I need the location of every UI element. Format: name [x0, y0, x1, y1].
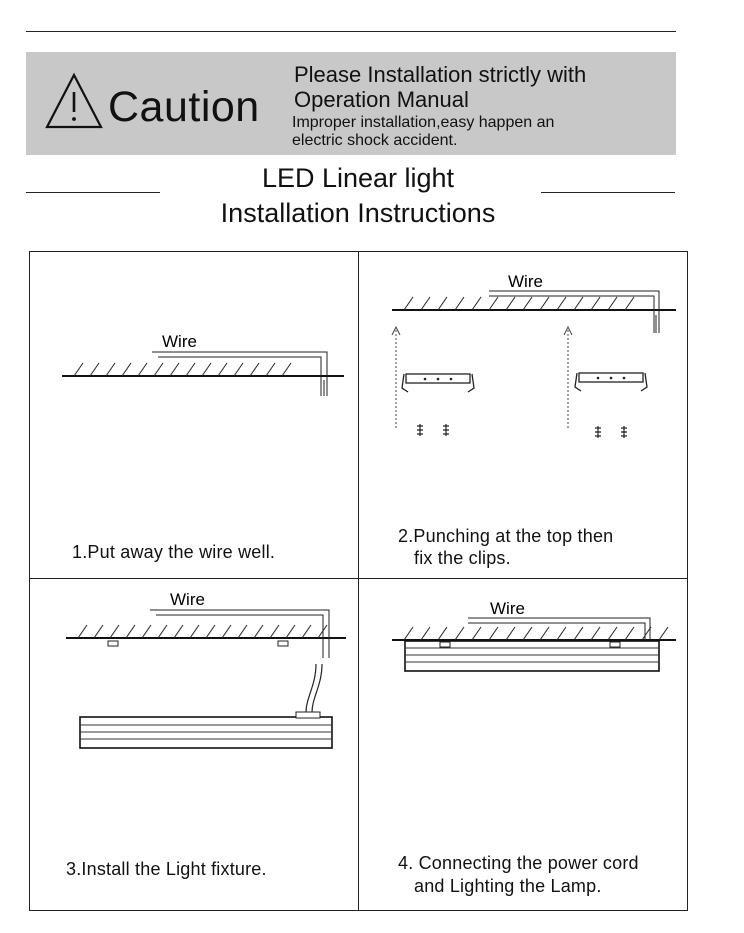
hatch-mark [106, 363, 115, 376]
hatch-mark [455, 297, 464, 310]
hatch-mark [142, 625, 151, 638]
step4-wire-label: Wire [490, 599, 525, 618]
step2-wire-inner [489, 296, 654, 333]
step3-ceiling-hatch [78, 625, 327, 638]
hatch-mark [190, 625, 199, 638]
hatch-mark [404, 627, 413, 640]
hatch-mark [110, 625, 119, 638]
step4-caption-line1: 4. Connecting the power cord [398, 853, 639, 873]
step2-ceiling-hatch [404, 297, 634, 310]
mounting-clip-right [575, 373, 647, 391]
hatch-mark [270, 625, 279, 638]
hatch-mark [122, 363, 131, 376]
step4-ceiling-hatch [404, 627, 668, 640]
step1-caption: 1.Put away the wire well. [72, 542, 276, 562]
hatch-mark [126, 625, 135, 638]
hatch-mark [282, 363, 291, 376]
step4-diagram [392, 599, 676, 671]
page-title-line1: LED Linear light [261, 163, 455, 193]
mounting-clip-left [402, 374, 474, 392]
hatch-mark [94, 625, 103, 638]
hatch-mark [404, 297, 413, 310]
hatch-mark [625, 297, 634, 310]
step2-diagram [392, 272, 676, 438]
hatch-mark [138, 363, 147, 376]
hatch-mark [472, 627, 481, 640]
hatch-mark [608, 297, 617, 310]
hatch-mark [74, 363, 83, 376]
hatch-mark [489, 627, 498, 640]
hatch-mark [506, 627, 515, 640]
hatch-mark [557, 297, 566, 310]
hatch-mark [266, 363, 275, 376]
step2-wire-label: Wire [508, 272, 543, 291]
hatch-mark [421, 627, 430, 640]
hatch-mark [540, 297, 549, 310]
mounted-light-fixture [405, 641, 659, 671]
hatch-mark [421, 297, 430, 310]
hatch-mark [506, 297, 515, 310]
step2-caption-line2: fix the clips. [414, 548, 511, 568]
hatch-mark [574, 297, 583, 310]
hatch-mark [238, 625, 247, 638]
hatch-mark [234, 363, 243, 376]
hatch-mark [174, 625, 183, 638]
hatch-mark [540, 627, 549, 640]
screw-icon [417, 424, 627, 438]
hatch-mark [523, 297, 532, 310]
hatch-mark [455, 627, 464, 640]
hatch-mark [218, 363, 227, 376]
hatch-mark [186, 363, 195, 376]
step3-wire-label: Wire [170, 590, 205, 609]
hatch-mark [250, 363, 259, 376]
step3-diagram [66, 590, 346, 748]
step3-caption: 3.Install the Light fixture. [66, 859, 267, 879]
caution-headline-line1: Please Installation strictly with [294, 62, 587, 87]
hatch-mark [206, 625, 215, 638]
hatch-mark [286, 625, 295, 638]
step1-ceiling-hatch [74, 363, 291, 376]
hatch-mark [608, 627, 617, 640]
hatch-mark [154, 363, 163, 376]
step1-diagram [62, 332, 344, 396]
hatch-mark [523, 627, 532, 640]
hatch-mark [170, 363, 179, 376]
hatch-mark [222, 625, 231, 638]
hatch-mark [659, 627, 668, 640]
hatch-mark [625, 627, 634, 640]
step1-wire-label: Wire [162, 332, 197, 351]
hatch-mark [438, 627, 447, 640]
caution-headline-line2: Operation Manual [294, 87, 469, 112]
step4-caption-line2: and Lighting the Lamp. [414, 876, 602, 896]
step2-caption-line1: 2.Punching at the top then [398, 526, 614, 546]
page-title-line2: Installation Instructions [220, 198, 496, 228]
caution-subtext-line2: electric shock accident. [292, 132, 458, 149]
hatch-mark [90, 363, 99, 376]
hatch-mark [557, 627, 566, 640]
hatch-mark [254, 625, 263, 638]
caution-heading: Caution [108, 83, 260, 131]
hatch-mark [202, 363, 211, 376]
hatch-mark [78, 625, 87, 638]
hatch-mark [591, 627, 600, 640]
hatch-mark [472, 297, 481, 310]
hatch-mark [302, 625, 311, 638]
step1-wire-outer [152, 352, 327, 396]
hatch-mark [574, 627, 583, 640]
hatch-mark [438, 297, 447, 310]
hatch-mark [158, 625, 167, 638]
light-fixture [80, 712, 332, 748]
hatch-mark [591, 297, 600, 310]
power-cord [306, 664, 316, 712]
caution-subtext-line1: Improper installation,easy happen an [292, 114, 555, 131]
hatch-mark [489, 297, 498, 310]
